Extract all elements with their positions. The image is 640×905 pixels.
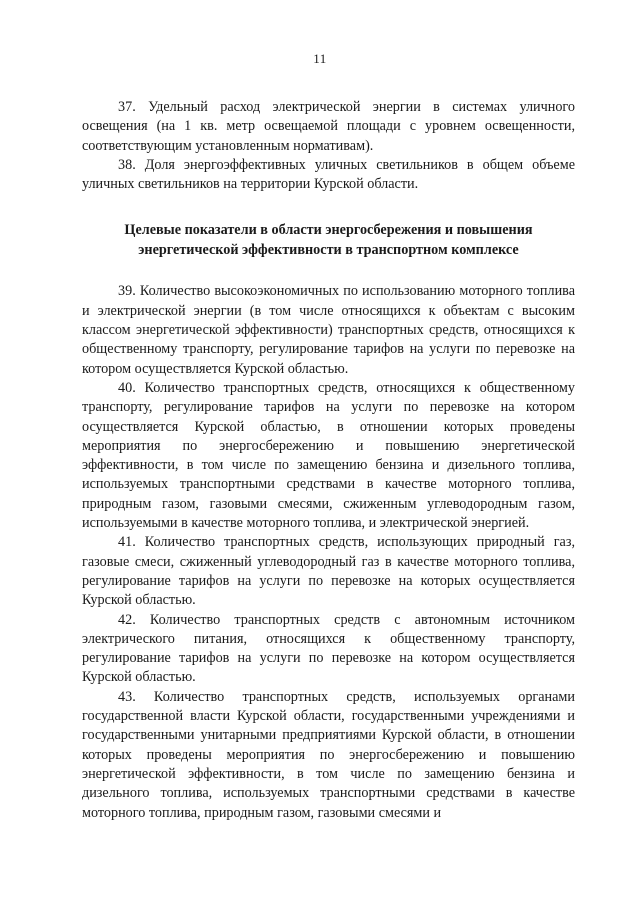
- paragraph-42: 42. Количество транспортных средств с автономным источником электрического питания, относящихся к общественному транспорту, регулирование тарифов на услуги по перевозке на котором осуществляется Курской областью.: [82, 611, 575, 686]
- paragraph-41: 41. Количество транспортных средств, использующих природный газ, газовые смеси, сжиженный углеводородный газ в качестве моторного топлива, регулирование тарифов на услуги по перевозке на которых осуществляется Курской областью.: [82, 534, 575, 609]
- paragraph-38: 38. Доля энергоэффективных уличных светильников в общем объеме уличных светильников на территории Курской области.: [82, 156, 575, 193]
- paragraph-39: 39. Количество высокоэкономичных по использованию моторного топлива и электрической энергии (в том числе относящихся к объектам с высоким классом энергетической эффективности) транспортных средств, относящихся к общественному транспорту, регулирование тарифов на услуги по перевозке на котором осуществляется Курской областью.: [82, 283, 575, 377]
- section-heading: Целевые показатели в области энергосбережения и повышения энергетической эффективности в транспортном комплексе: [124, 222, 533, 258]
- paragraph-37: 37. Удельный расход электрической энергии в системах уличного освещения (на 1 кв. метр освещаемой площади с уровнем освещенности, соответствующим установленным нормативам).: [82, 99, 575, 154]
- document-body: [82, 98, 575, 823]
- paragraph-40: 40. Количество транспортных средств, относящихся к общественному транспорту, регулирование тарифов на услуги по перевозке на котором осуществляется Курской областью, в отношении которых проведены мероприятия по энергосбережению и повышению энергетической эффективности, в том числе по замещению бензина и дизельного топлива, используемых транспортными средствами в качестве моторного топлива, природным газом, газовыми смесями, сжиженным углеводородным газом, используемыми в качестве моторного топлива, и электрической энергией.: [82, 379, 575, 532]
- page-number: 11: [313, 51, 327, 66]
- paragraph-43: 43. Количество транспортных средств, используемых органами государственной власти Курской области, государственными учреждениями и государственными унитарными предприятиями Курской области, в отношении которых проведены мероприятия по энергосбережению и повышению энергетической эффективности, в том числе по замещению бензина и дизельного топлива, используемых транспортными средствами в качестве моторного топлива, природным газом, газовыми смесями и: [82, 688, 575, 821]
